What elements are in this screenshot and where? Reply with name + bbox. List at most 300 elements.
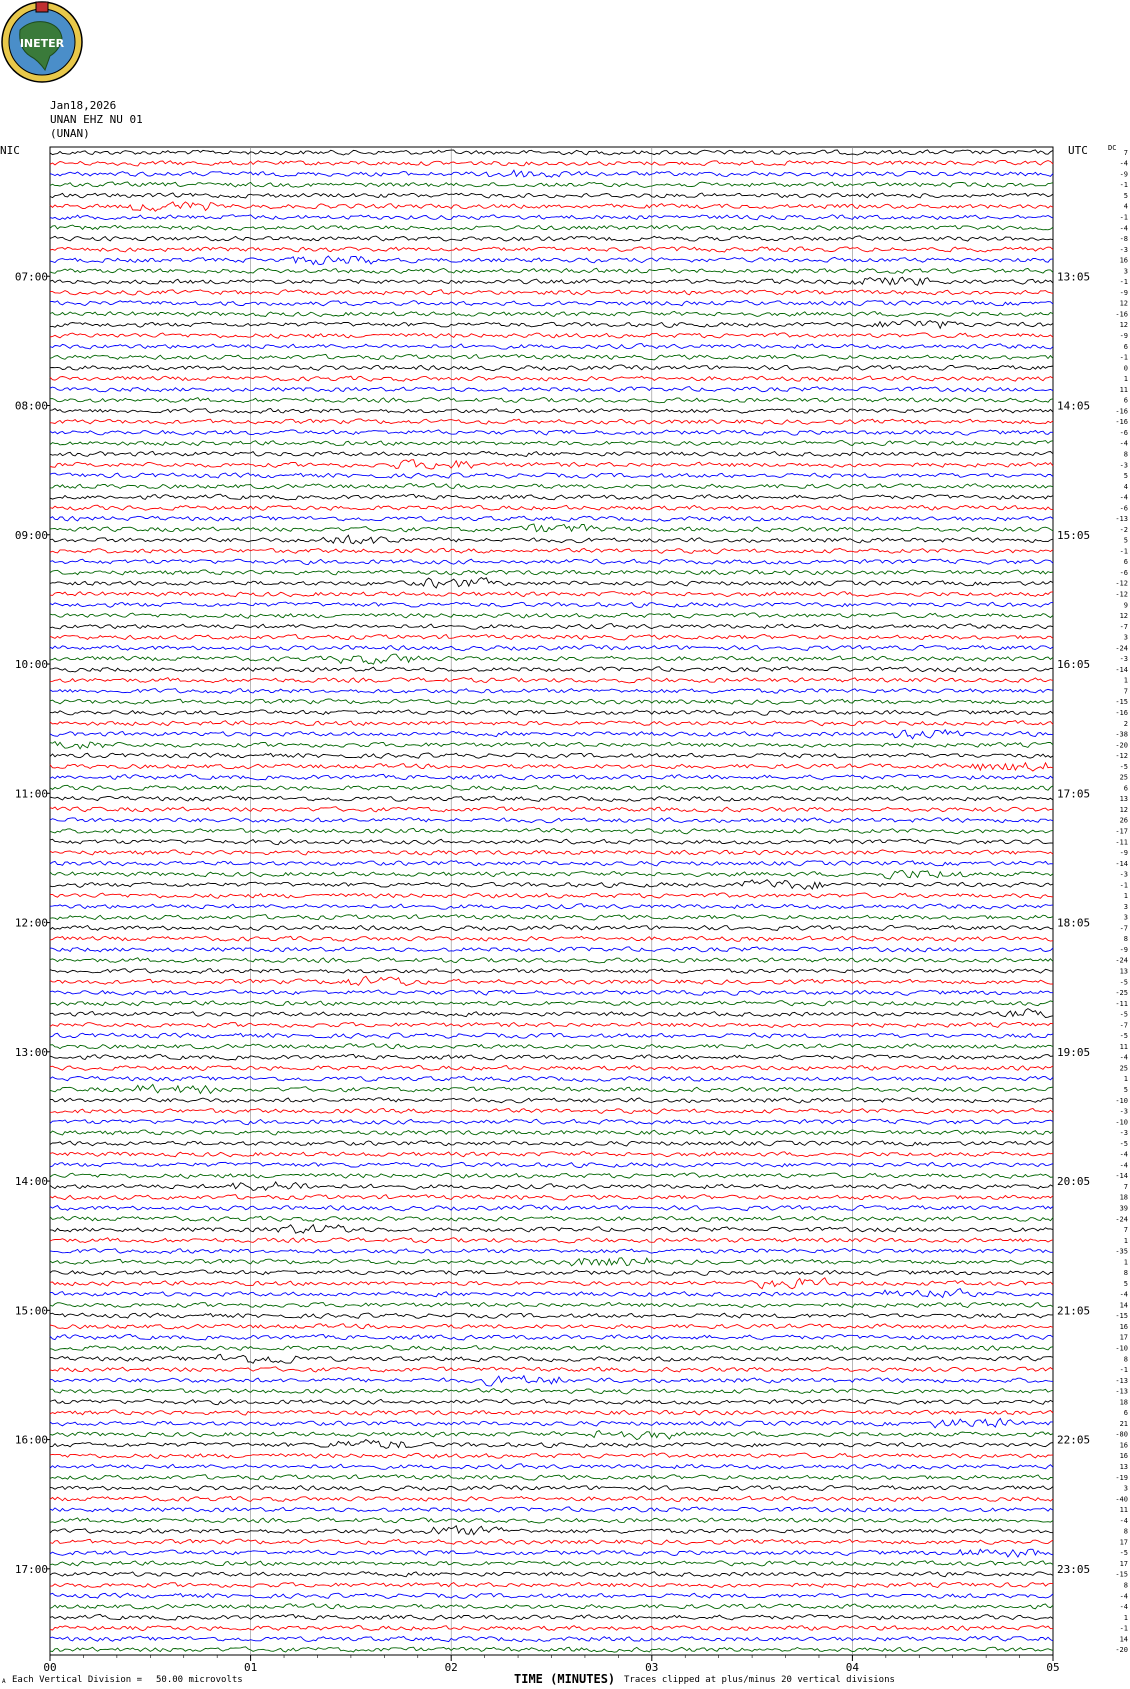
dc-offset-label: 11	[1119, 1042, 1128, 1051]
dc-offset-label: 1	[1123, 1613, 1128, 1622]
seismic-trace	[50, 1009, 1053, 1018]
dc-offset-label: -5	[1119, 762, 1128, 771]
dc-offset-label: -80	[1115, 1430, 1128, 1439]
dc-offset-label: 8	[1123, 1581, 1128, 1590]
seismic-trace	[50, 376, 1053, 381]
seismic-trace	[50, 311, 1053, 316]
seismic-trace	[50, 818, 1053, 823]
seismic-trace	[50, 1130, 1053, 1135]
dc-offset-label: 1	[1123, 375, 1128, 384]
dc-offset-label: 3	[1123, 902, 1128, 911]
dc-offset-label: -4	[1119, 493, 1128, 502]
seismic-trace	[50, 807, 1053, 812]
dc-offset-label: 26	[1119, 816, 1128, 825]
seismic-trace	[50, 215, 1053, 220]
dc-offset-label: -1	[1119, 181, 1128, 190]
seismic-trace	[50, 742, 1053, 749]
seismic-trace	[50, 202, 1053, 211]
nic-hour-label: 14:00	[14, 1175, 48, 1189]
utc-hour-label: 18:05	[1057, 916, 1091, 930]
seismic-trace	[50, 354, 1053, 360]
dc-offset-label: 16	[1119, 1322, 1128, 1331]
nic-hour-label: 11:00	[14, 787, 48, 801]
dc-offset-label: -14	[1115, 859, 1128, 868]
dc-offset-label: 5	[1123, 536, 1128, 545]
nic-axis-title: NIC	[0, 144, 20, 157]
dc-offset-label: 8	[1123, 935, 1128, 944]
seismic-trace	[50, 1119, 1053, 1124]
utc-hour-label: 23:05	[1057, 1562, 1091, 1576]
seismic-trace	[50, 365, 1053, 371]
record-date: Jan18,2026	[50, 99, 117, 112]
seismic-trace	[50, 925, 1053, 931]
seismic-trace	[50, 1278, 1053, 1289]
dc-offset-label: -7	[1119, 1021, 1128, 1030]
seismic-trace	[50, 1367, 1053, 1372]
seismic-trace	[50, 880, 1053, 890]
dc-offset-label: 3	[1123, 633, 1128, 642]
seismic-trace	[50, 1044, 1053, 1049]
dc-offset-label: -11	[1115, 838, 1128, 847]
dc-offset-label: -9	[1119, 945, 1128, 954]
seismic-trace	[50, 1098, 1053, 1103]
seismic-trace	[50, 193, 1053, 198]
seismic-trace	[50, 774, 1053, 780]
seismic-trace	[50, 559, 1053, 564]
dc-offset-label: -9	[1119, 288, 1128, 297]
seismic-trace	[50, 535, 1053, 544]
seismic-trace	[50, 1561, 1053, 1566]
dc-offset-label: 6	[1123, 1409, 1128, 1418]
nic-hour-label: 07:00	[14, 270, 48, 284]
seismic-trace	[50, 893, 1053, 898]
dc-offset-label: 5	[1123, 1279, 1128, 1288]
seismic-trace	[50, 277, 1053, 285]
dc-offset-label: -4	[1119, 1161, 1128, 1170]
seismic-trace	[50, 1647, 1053, 1652]
dc-offset-label: 18	[1119, 1398, 1128, 1407]
seismic-trace	[50, 1313, 1053, 1318]
seismic-trace	[50, 688, 1053, 693]
seismic-trace	[50, 256, 1053, 265]
dc-offset-label: 13	[1119, 1463, 1128, 1471]
dc-offset-label: 39	[1119, 1204, 1128, 1213]
seismic-trace	[50, 915, 1053, 920]
seismic-trace	[50, 1593, 1053, 1598]
seismic-trace	[50, 1182, 1053, 1191]
seismic-trace	[50, 505, 1053, 510]
dc-offset-label: -8	[1119, 235, 1128, 244]
seismic-trace	[50, 290, 1053, 295]
scale-note: Each Vertical Division =	[12, 1675, 143, 1685]
dc-offset-label: -25	[1115, 989, 1128, 998]
seismic-trace	[50, 268, 1053, 273]
seismic-trace	[50, 473, 1053, 478]
dc-offset-label: 3	[1123, 913, 1128, 922]
seismic-trace	[50, 1626, 1053, 1631]
clip-note: Traces clipped at plus/minus 20 vertical divisions	[624, 1675, 895, 1685]
dc-offset-label: -14	[1115, 1172, 1128, 1181]
seismic-trace	[50, 976, 1053, 985]
dc-axis-title: DC	[1108, 144, 1117, 152]
dc-offset-label: 2	[1123, 719, 1128, 728]
seismic-trace	[50, 161, 1053, 166]
dc-offset-label: -3	[1119, 655, 1128, 664]
seismic-trace	[50, 990, 1053, 995]
dc-offset-label: 18	[1119, 1193, 1128, 1202]
dc-offset-label: 5	[1123, 1086, 1128, 1094]
dc-offset-label: -11	[1115, 999, 1128, 1008]
dc-offset-label: -5	[1119, 978, 1128, 987]
seismic-trace	[50, 548, 1053, 553]
dc-offset-label: -14	[1115, 665, 1128, 674]
seismic-trace	[50, 796, 1053, 801]
seismic-trace	[50, 419, 1053, 424]
seismic-trace	[50, 570, 1053, 575]
dc-offset-label: -19	[1115, 1473, 1128, 1482]
seismic-trace	[50, 1453, 1053, 1458]
seismic-trace	[50, 150, 1053, 155]
seismic-trace	[50, 387, 1053, 392]
dc-offset-label: 6	[1123, 784, 1128, 793]
dc-offset-label: 6	[1123, 342, 1128, 351]
dc-offset-label: -20	[1115, 741, 1128, 750]
dc-offset-label: 12	[1119, 805, 1128, 814]
seismic-trace	[50, 1001, 1053, 1006]
nic-hour-label: 08:00	[14, 399, 48, 413]
seismic-trace	[50, 1162, 1053, 1167]
dc-offset-label: 13	[1119, 795, 1128, 804]
dc-offset-label: -7	[1119, 622, 1128, 631]
dc-offset-label: 7	[1123, 1226, 1128, 1235]
dc-offset-label: -6	[1119, 428, 1128, 437]
dc-offset-label: 11	[1119, 385, 1128, 394]
dc-offset-label: -1	[1119, 547, 1128, 556]
dc-offset-label: -3	[1119, 1129, 1128, 1138]
dc-offset-label: -6	[1119, 504, 1128, 513]
dc-offset-label: -15	[1115, 1312, 1128, 1321]
dc-offset-label: -7	[1119, 924, 1128, 933]
dc-offset-label: -40	[1115, 1495, 1128, 1504]
dc-offset-label: -4	[1119, 159, 1128, 168]
seismic-trace	[50, 1518, 1053, 1523]
dc-offset-label: 8	[1123, 1355, 1128, 1364]
dc-offset-label: 8	[1123, 450, 1128, 459]
dc-offset-label: 7	[1123, 1182, 1128, 1191]
dc-offset-label: -1	[1119, 353, 1128, 362]
seismic-trace	[50, 578, 1053, 589]
seismic-trace	[50, 730, 1053, 739]
dc-offset-label: -10	[1115, 1344, 1128, 1353]
dc-offset-label: 1	[1123, 1075, 1128, 1084]
seismic-trace	[50, 1302, 1053, 1307]
seismic-trace	[50, 1572, 1053, 1577]
seismic-trace	[50, 678, 1053, 683]
seismic-trace	[50, 1485, 1053, 1491]
dc-offset-label: -3	[1119, 461, 1128, 470]
seismic-trace	[50, 1109, 1053, 1114]
dc-offset-label: -3	[1119, 870, 1128, 879]
seismic-trace	[50, 1507, 1053, 1512]
dc-offset-label: 5	[1123, 472, 1128, 481]
seismic-trace	[50, 1289, 1053, 1298]
seismic-trace	[50, 1141, 1053, 1146]
seismic-trace	[50, 645, 1053, 651]
seismic-trace	[50, 1418, 1053, 1427]
dc-offset-label: 1	[1123, 1236, 1128, 1245]
seismic-trace	[50, 1464, 1053, 1470]
dc-offset-label: -17	[1115, 827, 1128, 836]
dc-offset-label: -1	[1119, 213, 1128, 222]
dc-offset-label: -5	[1119, 1139, 1128, 1148]
utc-hour-label: 16:05	[1057, 658, 1091, 672]
seismic-trace	[50, 1496, 1053, 1501]
dc-offset-label: 4	[1123, 482, 1128, 491]
dc-offset-label: -15	[1115, 698, 1128, 707]
dc-offset-label: 11	[1119, 1506, 1128, 1515]
seismic-trace	[50, 1431, 1053, 1440]
dc-offset-label: -16	[1115, 709, 1128, 717]
dc-offset-label: -4	[1119, 1592, 1128, 1601]
dc-offset-label: -1	[1119, 278, 1128, 287]
seismic-trace	[50, 613, 1053, 618]
seismic-trace	[50, 1205, 1053, 1211]
dc-offset-label: 7	[1123, 148, 1128, 157]
nic-hour-label: 16:00	[14, 1433, 48, 1447]
utc-axis-title: UTC	[1068, 144, 1088, 157]
dc-offset-label: 16	[1119, 1452, 1128, 1461]
dc-offset-label: 1	[1123, 892, 1128, 901]
dc-offset-label: 12	[1119, 299, 1128, 308]
dc-offset-label: -5	[1119, 1549, 1128, 1558]
dc-offset-label: -4	[1119, 1150, 1128, 1159]
dc-offset-label: 25	[1119, 1064, 1128, 1073]
seismic-trace	[50, 785, 1053, 790]
seismic-trace	[50, 1346, 1053, 1351]
x-tick-label: 00	[43, 1661, 57, 1674]
dc-offset-label: 17	[1119, 1333, 1128, 1342]
dc-offset-label: -38	[1115, 730, 1128, 739]
seismic-trace	[50, 1195, 1053, 1201]
nic-hour-label: 15:00	[14, 1304, 48, 1318]
seismic-trace	[50, 524, 1053, 532]
seismic-trace	[50, 1583, 1053, 1588]
dc-offset-label: 16	[1119, 256, 1128, 265]
dc-offset-label: -3	[1119, 245, 1128, 254]
utc-hour-label: 20:05	[1057, 1175, 1091, 1189]
seismic-trace	[50, 1389, 1053, 1394]
dc-offset-label: 6	[1123, 558, 1128, 567]
seismic-trace	[50, 321, 1053, 329]
seismic-trace	[50, 1022, 1053, 1027]
seismic-trace	[50, 861, 1053, 866]
dc-offset-label: 6	[1123, 396, 1128, 405]
seismic-trace	[50, 904, 1053, 910]
dc-offset-label: -13	[1115, 1376, 1128, 1385]
seismic-trace	[50, 667, 1053, 672]
seismic-trace	[50, 1604, 1053, 1609]
dc-offset-label: 17	[1119, 1559, 1128, 1568]
dc-offset-label: -9	[1119, 170, 1128, 179]
seismic-trace	[50, 1539, 1053, 1544]
dc-offset-label: -12	[1115, 590, 1128, 599]
plot-frame	[50, 147, 1053, 1655]
seismic-trace	[50, 333, 1053, 338]
nic-hour-label: 09:00	[14, 528, 48, 542]
seismic-trace	[50, 1258, 1053, 1266]
dc-offset-label: -1	[1119, 881, 1128, 890]
dc-offset-label: 3	[1123, 267, 1128, 276]
seismic-trace	[50, 1033, 1053, 1038]
seismic-trace	[50, 602, 1053, 607]
dc-offset-label: -16	[1115, 418, 1128, 427]
dc-offset-label: -4	[1119, 224, 1128, 233]
dc-offset-label: -24	[1115, 956, 1128, 965]
dc-offset-label: -20	[1115, 1646, 1128, 1655]
seismic-trace	[50, 654, 1053, 664]
utc-hour-label: 14:05	[1057, 399, 1091, 413]
seismic-trace	[50, 1216, 1053, 1221]
dc-offset-label: 12	[1119, 612, 1128, 621]
dc-offset-label: -9	[1119, 332, 1128, 340]
dc-offset-label: -1	[1119, 1366, 1128, 1375]
dc-offset-label: -4	[1119, 439, 1128, 448]
dc-offset-label: 0	[1123, 364, 1128, 373]
seismic-trace	[50, 1354, 1053, 1363]
seismic-trace	[50, 430, 1053, 435]
x-tick-label: 04	[845, 1661, 860, 1674]
dc-offset-label: 7	[1123, 687, 1128, 696]
dc-offset-label: 13	[1119, 967, 1128, 976]
seismic-trace	[50, 947, 1053, 952]
dc-offset-label: -10	[1115, 1096, 1128, 1105]
scale-value: 50.00 microvolts	[156, 1675, 243, 1685]
corner-mark: A	[2, 1678, 6, 1685]
dc-offset-label: -24	[1115, 644, 1128, 653]
dc-offset-label: -4	[1119, 1053, 1128, 1062]
seismic-trace	[50, 408, 1053, 413]
seismic-trace	[50, 1249, 1053, 1254]
dc-offset-label: 14	[1119, 1301, 1128, 1310]
seismic-trace	[50, 958, 1053, 963]
dc-offset-label: -13	[1115, 1387, 1128, 1396]
seismic-trace	[50, 1173, 1053, 1178]
seismic-trace	[50, 170, 1053, 177]
seismic-trace	[50, 1076, 1053, 1081]
dc-offset-label: 17	[1119, 1538, 1128, 1547]
dc-offset-label: 4	[1123, 202, 1128, 211]
utc-hour-label: 13:05	[1057, 270, 1091, 284]
seismic-trace	[50, 301, 1053, 306]
seismic-trace	[50, 484, 1053, 489]
dc-offset-label: -5	[1119, 1010, 1128, 1019]
seismic-trace	[50, 225, 1053, 230]
dc-offset-label: -24	[1115, 1215, 1128, 1224]
seismic-trace	[50, 1225, 1053, 1234]
seismic-trace	[50, 1475, 1053, 1480]
seismic-trace	[50, 516, 1053, 521]
dc-offset-label: 25	[1119, 773, 1128, 782]
seismic-trace	[50, 182, 1053, 187]
seismic-trace	[50, 1410, 1053, 1415]
seismic-trace	[50, 398, 1053, 403]
dc-offset-label: -12	[1115, 579, 1128, 588]
logo-text: INETER	[19, 37, 65, 50]
utc-hour-label: 17:05	[1057, 787, 1091, 801]
seismic-trace	[50, 247, 1053, 252]
dc-offset-label: -13	[1115, 515, 1128, 524]
seismic-trace	[50, 936, 1053, 941]
seismic-trace	[50, 1440, 1053, 1449]
x-axis-title: TIME (MINUTES)	[514, 1672, 616, 1686]
seismic-trace	[50, 828, 1053, 833]
seismic-trace	[50, 1152, 1053, 1157]
dc-offset-label: 21	[1119, 1419, 1128, 1428]
x-tick-label: 02	[444, 1661, 458, 1674]
dc-offset-label: -35	[1115, 1247, 1128, 1256]
dc-offset-label: -9	[1119, 849, 1128, 858]
seismic-trace	[50, 236, 1053, 241]
network-code: (UNAN)	[50, 127, 90, 140]
dc-offset-label: 16	[1119, 1441, 1128, 1450]
dc-offset-label: 12	[1119, 321, 1128, 330]
seismic-trace	[50, 494, 1053, 500]
seismic-trace	[50, 1614, 1053, 1620]
dc-offset-label: -16	[1115, 407, 1128, 416]
utc-hour-label: 15:05	[1057, 528, 1091, 542]
seismic-trace	[50, 1324, 1053, 1329]
seismic-trace	[50, 1334, 1053, 1340]
seismic-trace	[50, 839, 1053, 844]
seismic-trace	[50, 624, 1053, 630]
dc-offset-label: 14	[1119, 1635, 1128, 1644]
dc-offset-label: -4	[1119, 1516, 1128, 1525]
x-tick-label: 03	[645, 1661, 659, 1674]
dc-offset-label: -12	[1115, 752, 1128, 761]
dc-offset-label: -5	[1119, 1032, 1128, 1041]
seismic-trace	[50, 710, 1053, 715]
dc-offset-label: -10	[1115, 1118, 1128, 1127]
dc-offset-label: -3	[1119, 1107, 1128, 1116]
dc-offset-label: 9	[1123, 601, 1128, 610]
seismic-trace	[50, 968, 1053, 973]
dc-offset-label: -1	[1119, 1624, 1128, 1633]
dc-offset-label: -4	[1119, 1290, 1128, 1299]
seismic-trace	[50, 1054, 1053, 1060]
seismic-trace	[50, 1270, 1053, 1275]
seismic-trace	[50, 460, 1053, 469]
seismic-trace	[50, 1065, 1053, 1070]
dc-offset-label: 8	[1123, 1527, 1128, 1536]
seismic-trace	[50, 1376, 1053, 1386]
seismic-trace	[50, 635, 1053, 641]
dc-offset-label: -6	[1119, 568, 1128, 577]
dc-offset-label: 5	[1123, 191, 1128, 200]
seismic-trace	[50, 591, 1053, 596]
nic-hour-label: 13:00	[14, 1045, 48, 1059]
utc-hour-label: 22:05	[1057, 1433, 1091, 1447]
dc-offset-label: 1	[1123, 676, 1128, 685]
dc-offset-label: -2	[1119, 525, 1128, 534]
utc-hour-label: 19:05	[1057, 1045, 1091, 1059]
nic-hour-label: 12:00	[14, 916, 48, 930]
nic-hour-label: 17:00	[14, 1562, 48, 1576]
seismic-trace	[50, 1636, 1053, 1641]
seismic-trace	[50, 721, 1053, 726]
seismic-trace	[50, 441, 1053, 446]
seismic-trace	[50, 1084, 1053, 1093]
seismic-trace	[50, 699, 1053, 704]
